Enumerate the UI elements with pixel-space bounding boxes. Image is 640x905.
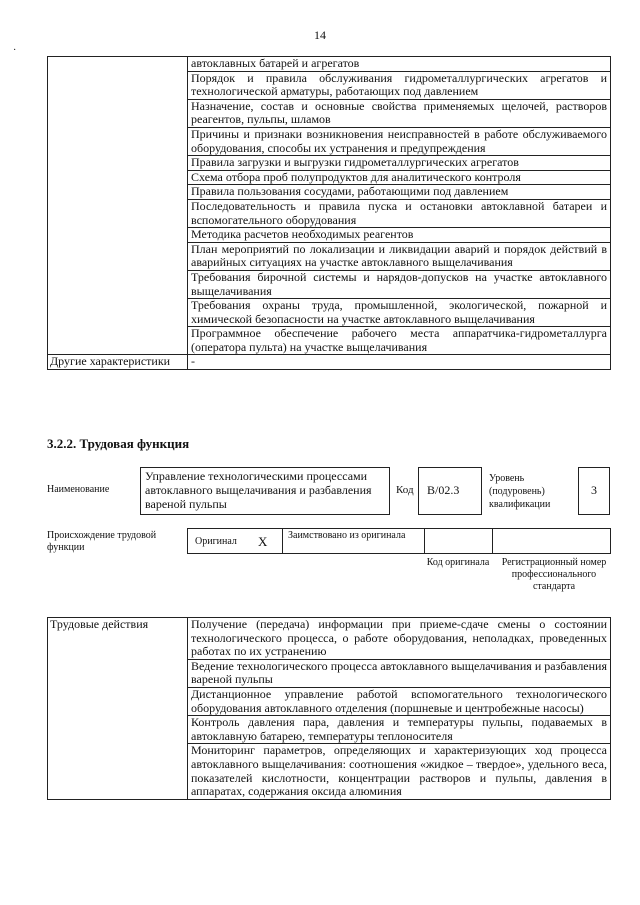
- table-row: [48, 618, 611, 660]
- original-label: Оригинал: [195, 536, 237, 547]
- knowledge-item: Причины и признаки возникновения неисправностей в работе обслуживаемого оборудования, способы их устранения и предупреждения: [188, 127, 611, 155]
- function-name-value: Управление технологическими процессами автоклавного выщелачивания и разбавления вареной пульпы: [145, 469, 372, 511]
- knowledge-item: Порядок и правила обслуживания гидрометаллургических агрегатов и технологической арматуры, работающих под давлением: [188, 71, 611, 99]
- page-number: 14: [314, 28, 326, 42]
- other-characteristics-value: -: [188, 355, 611, 370]
- other-characteristics-label: Другие характеристики: [48, 355, 188, 370]
- code-box: [418, 467, 482, 515]
- code-original-caption: Код оригинала: [426, 557, 490, 568]
- origin-box: [187, 528, 611, 554]
- borrowed-label: Заимствовано из оригинала: [288, 530, 406, 541]
- knowledge-label-cell: [48, 57, 188, 355]
- knowledge-item: Требования охраны труда, промышленной, экологической, пожарной и химической безопасности на участке автоклавного выщелачивания: [188, 299, 611, 327]
- knowledge-table: [47, 56, 611, 370]
- actions-label: Трудовые действия: [48, 618, 188, 800]
- table-row: [48, 57, 611, 72]
- knowledge-item: Правила пользования сосудами, работающими под давлением: [188, 185, 611, 200]
- level-box: [578, 467, 610, 515]
- knowledge-item: План мероприятий по локализации и ликвидации аварий и порядок действий в аварийных ситуациях на участке автоклавного выщелачивания: [188, 242, 611, 270]
- section-title: 3.2.2. Трудовая функция: [47, 436, 190, 451]
- knowledge-item: Назначение, состав и основные свойства применяемых щелочей, растворов реагентов, пульпы, шламов: [188, 99, 611, 127]
- knowledge-item: Схема отбора проб полупродуктов для аналитического контроля: [188, 170, 611, 185]
- knowledge-item: Методика расчетов необходимых реагентов: [188, 228, 611, 243]
- level-value: 3: [591, 483, 597, 497]
- origin-label: Происхождение трудовой функции: [47, 530, 157, 553]
- function-name-box: [140, 467, 390, 515]
- knowledge-item: Последовательность и правила пуска и остановки автоклавной батареи и вспомогательного оборудования: [188, 199, 611, 227]
- action-item: Получение (передача) информации при приеме-сдаче смены о состоянии технологического процесса, о работе оборудования, неполадках, проведенных работах по их устранению: [188, 618, 611, 660]
- code-label: Код: [396, 484, 414, 496]
- knowledge-item: Требования бирочной системы и нарядов-допусков на участке автоклавного выщелачивания: [188, 270, 611, 298]
- divider: [492, 528, 493, 554]
- level-label: Уровень (подуровень) квалификации: [489, 473, 551, 510]
- actions-table: [47, 617, 611, 800]
- table-row: [48, 355, 611, 370]
- action-item: Мониторинг параметров, определяющих и характеризующих ход процесса автоклавного выщелачивания: соотношения «жидкое – твердое», удельного веса, показателей кислотности, концентрации растворов и пульпы, давления в аппаратах, содержания оксида алюминия: [188, 744, 611, 799]
- code-value: B/02.3: [427, 483, 460, 497]
- divider: [282, 528, 283, 554]
- action-item: Контроль давления пара, давления и температуры пульпы, подаваемых в автоклавную батарею, температуры теплоносителя: [188, 716, 611, 744]
- knowledge-item: Правила загрузки и выгрузки гидрометаллургических агрегатов: [188, 156, 611, 171]
- scan-speck: ·: [13, 45, 17, 56]
- name-label: Наименование: [47, 484, 110, 495]
- action-item: Дистанционное управление работой вспомогательного технологического оборудования автоклавного отделения (поршневые и центробежные насосы): [188, 687, 611, 715]
- registration-number-caption: Регистрационный номер профессионального стандарта: [501, 557, 607, 592]
- divider: [424, 528, 425, 554]
- original-mark: X: [258, 534, 268, 549]
- action-item: Ведение технологического процесса автоклавного выщелачивания и разбавления вареной пульпы: [188, 659, 611, 687]
- knowledge-item: автоклавных батарей и агрегатов: [188, 57, 611, 72]
- knowledge-item: Программное обеспечение рабочего места аппаратчика-гидрометаллурга (оператора пульта) на участке выщелачивания: [188, 327, 611, 355]
